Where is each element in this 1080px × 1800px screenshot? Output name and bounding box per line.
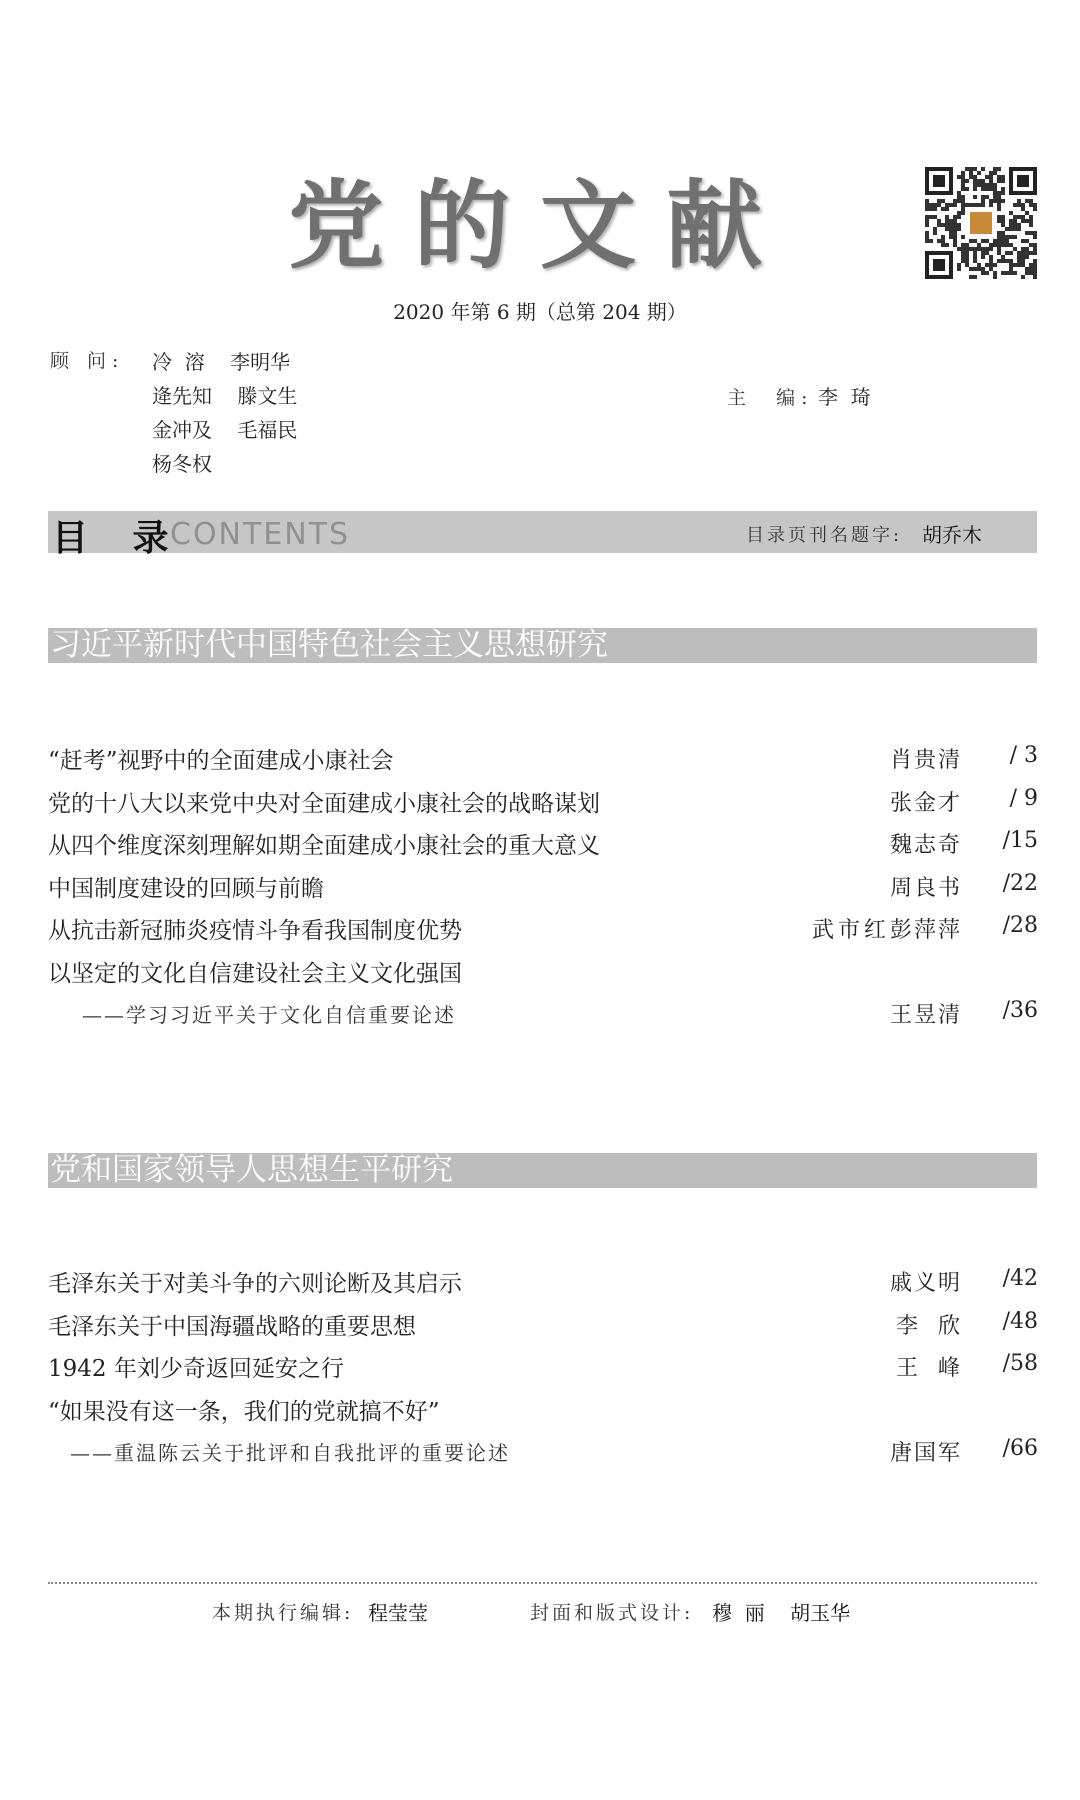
- article-author: 李 欣: [896, 1314, 962, 1339]
- section-title: 党和国家领导人思想生平研究: [50, 1152, 453, 1188]
- advisors-row: 杨冬权: [152, 452, 212, 476]
- article-coauthor: 武市红: [812, 918, 891, 943]
- article-title[interactable]: 毛泽东关于对美斗争的六则论断及其启示: [48, 1271, 462, 1297]
- article-subtitle: ——学习习近平关于文化自信重要论述: [82, 1003, 456, 1027]
- article-page: /58: [1002, 1351, 1038, 1376]
- article-author: 周良书: [889, 876, 962, 901]
- exec-editor-name: 程莹莹: [368, 1601, 428, 1625]
- article-author: 王 峰: [896, 1356, 962, 1381]
- article-title[interactable]: 党的十八大以来党中央对全面建成小康社会的战略谋划: [48, 791, 600, 817]
- article-page: /22: [1002, 871, 1038, 896]
- editor-name: 李 琦: [818, 385, 871, 409]
- toc-contents-label: CONTENTS: [170, 517, 351, 552]
- article-page: / 3: [1009, 743, 1038, 768]
- advisors-row: 金冲及 毛福民: [152, 418, 298, 442]
- footer-divider: [48, 1582, 1037, 1584]
- exec-editor-label: 本期执行编辑:: [212, 1602, 354, 1624]
- article-title[interactable]: “如果没有这一条，我们的党就搞不好”: [48, 1399, 440, 1425]
- article-author: 肖贵清: [889, 748, 962, 773]
- article-title[interactable]: 1942 年刘少奇返回延安之行: [48, 1356, 344, 1382]
- editor-label: 主 编:: [727, 387, 814, 409]
- issue-line: 2020 年第 6 期（总第 204 期）: [393, 300, 687, 324]
- article-page: /15: [1002, 828, 1038, 853]
- article-author: 王昱清: [889, 1003, 962, 1028]
- section-title: 习近平新时代中国特色社会主义思想研究: [50, 627, 608, 663]
- article-page: /48: [1002, 1309, 1038, 1334]
- article-title[interactable]: 毛泽东关于中国海疆战略的重要思想: [48, 1314, 416, 1340]
- article-title[interactable]: 从四个维度深刻理解如期全面建成小康社会的重大意义: [48, 833, 600, 859]
- article-author: 彭萍萍: [889, 918, 962, 943]
- article-author: 戚义明: [889, 1271, 962, 1296]
- advisors-label: 顾 问:: [50, 350, 125, 372]
- advisors-row: 逄先知 滕文生: [152, 384, 298, 408]
- article-title[interactable]: 从抗击新冠肺炎疫情斗争看我国制度优势: [48, 918, 462, 944]
- article-title[interactable]: “赶考”视野中的全面建成小康社会: [48, 748, 394, 774]
- article-page: /28: [1002, 913, 1038, 938]
- article-page: /36: [1002, 998, 1038, 1023]
- calligraphy-label: 目录页刊名题字:: [746, 525, 903, 546]
- article-subtitle: ——重温陈云关于批评和自我批评的重要论述: [70, 1441, 510, 1465]
- advisors-row: 冷 溶 李明华: [152, 350, 291, 374]
- qr-code: [925, 167, 1037, 279]
- toc-title: 目 录: [52, 518, 185, 559]
- design-label: 封面和版式设计:: [530, 1602, 694, 1624]
- article-author: 唐国军: [889, 1441, 962, 1466]
- journal-masthead: 党的文献: [288, 169, 792, 282]
- article-author: 张金才: [889, 791, 962, 816]
- design-names: 穆 丽 胡玉华: [712, 1601, 851, 1625]
- article-title[interactable]: 以坚定的文化自信建设社会主义文化强国: [48, 961, 462, 987]
- article-page: /66: [1002, 1436, 1038, 1461]
- article-page: /42: [1002, 1266, 1038, 1291]
- article-author: 魏志奇: [889, 833, 962, 858]
- article-title[interactable]: 中国制度建设的回顾与前瞻: [48, 876, 324, 902]
- article-page: / 9: [1009, 786, 1038, 811]
- calligraphy-name: 胡乔木: [922, 523, 982, 547]
